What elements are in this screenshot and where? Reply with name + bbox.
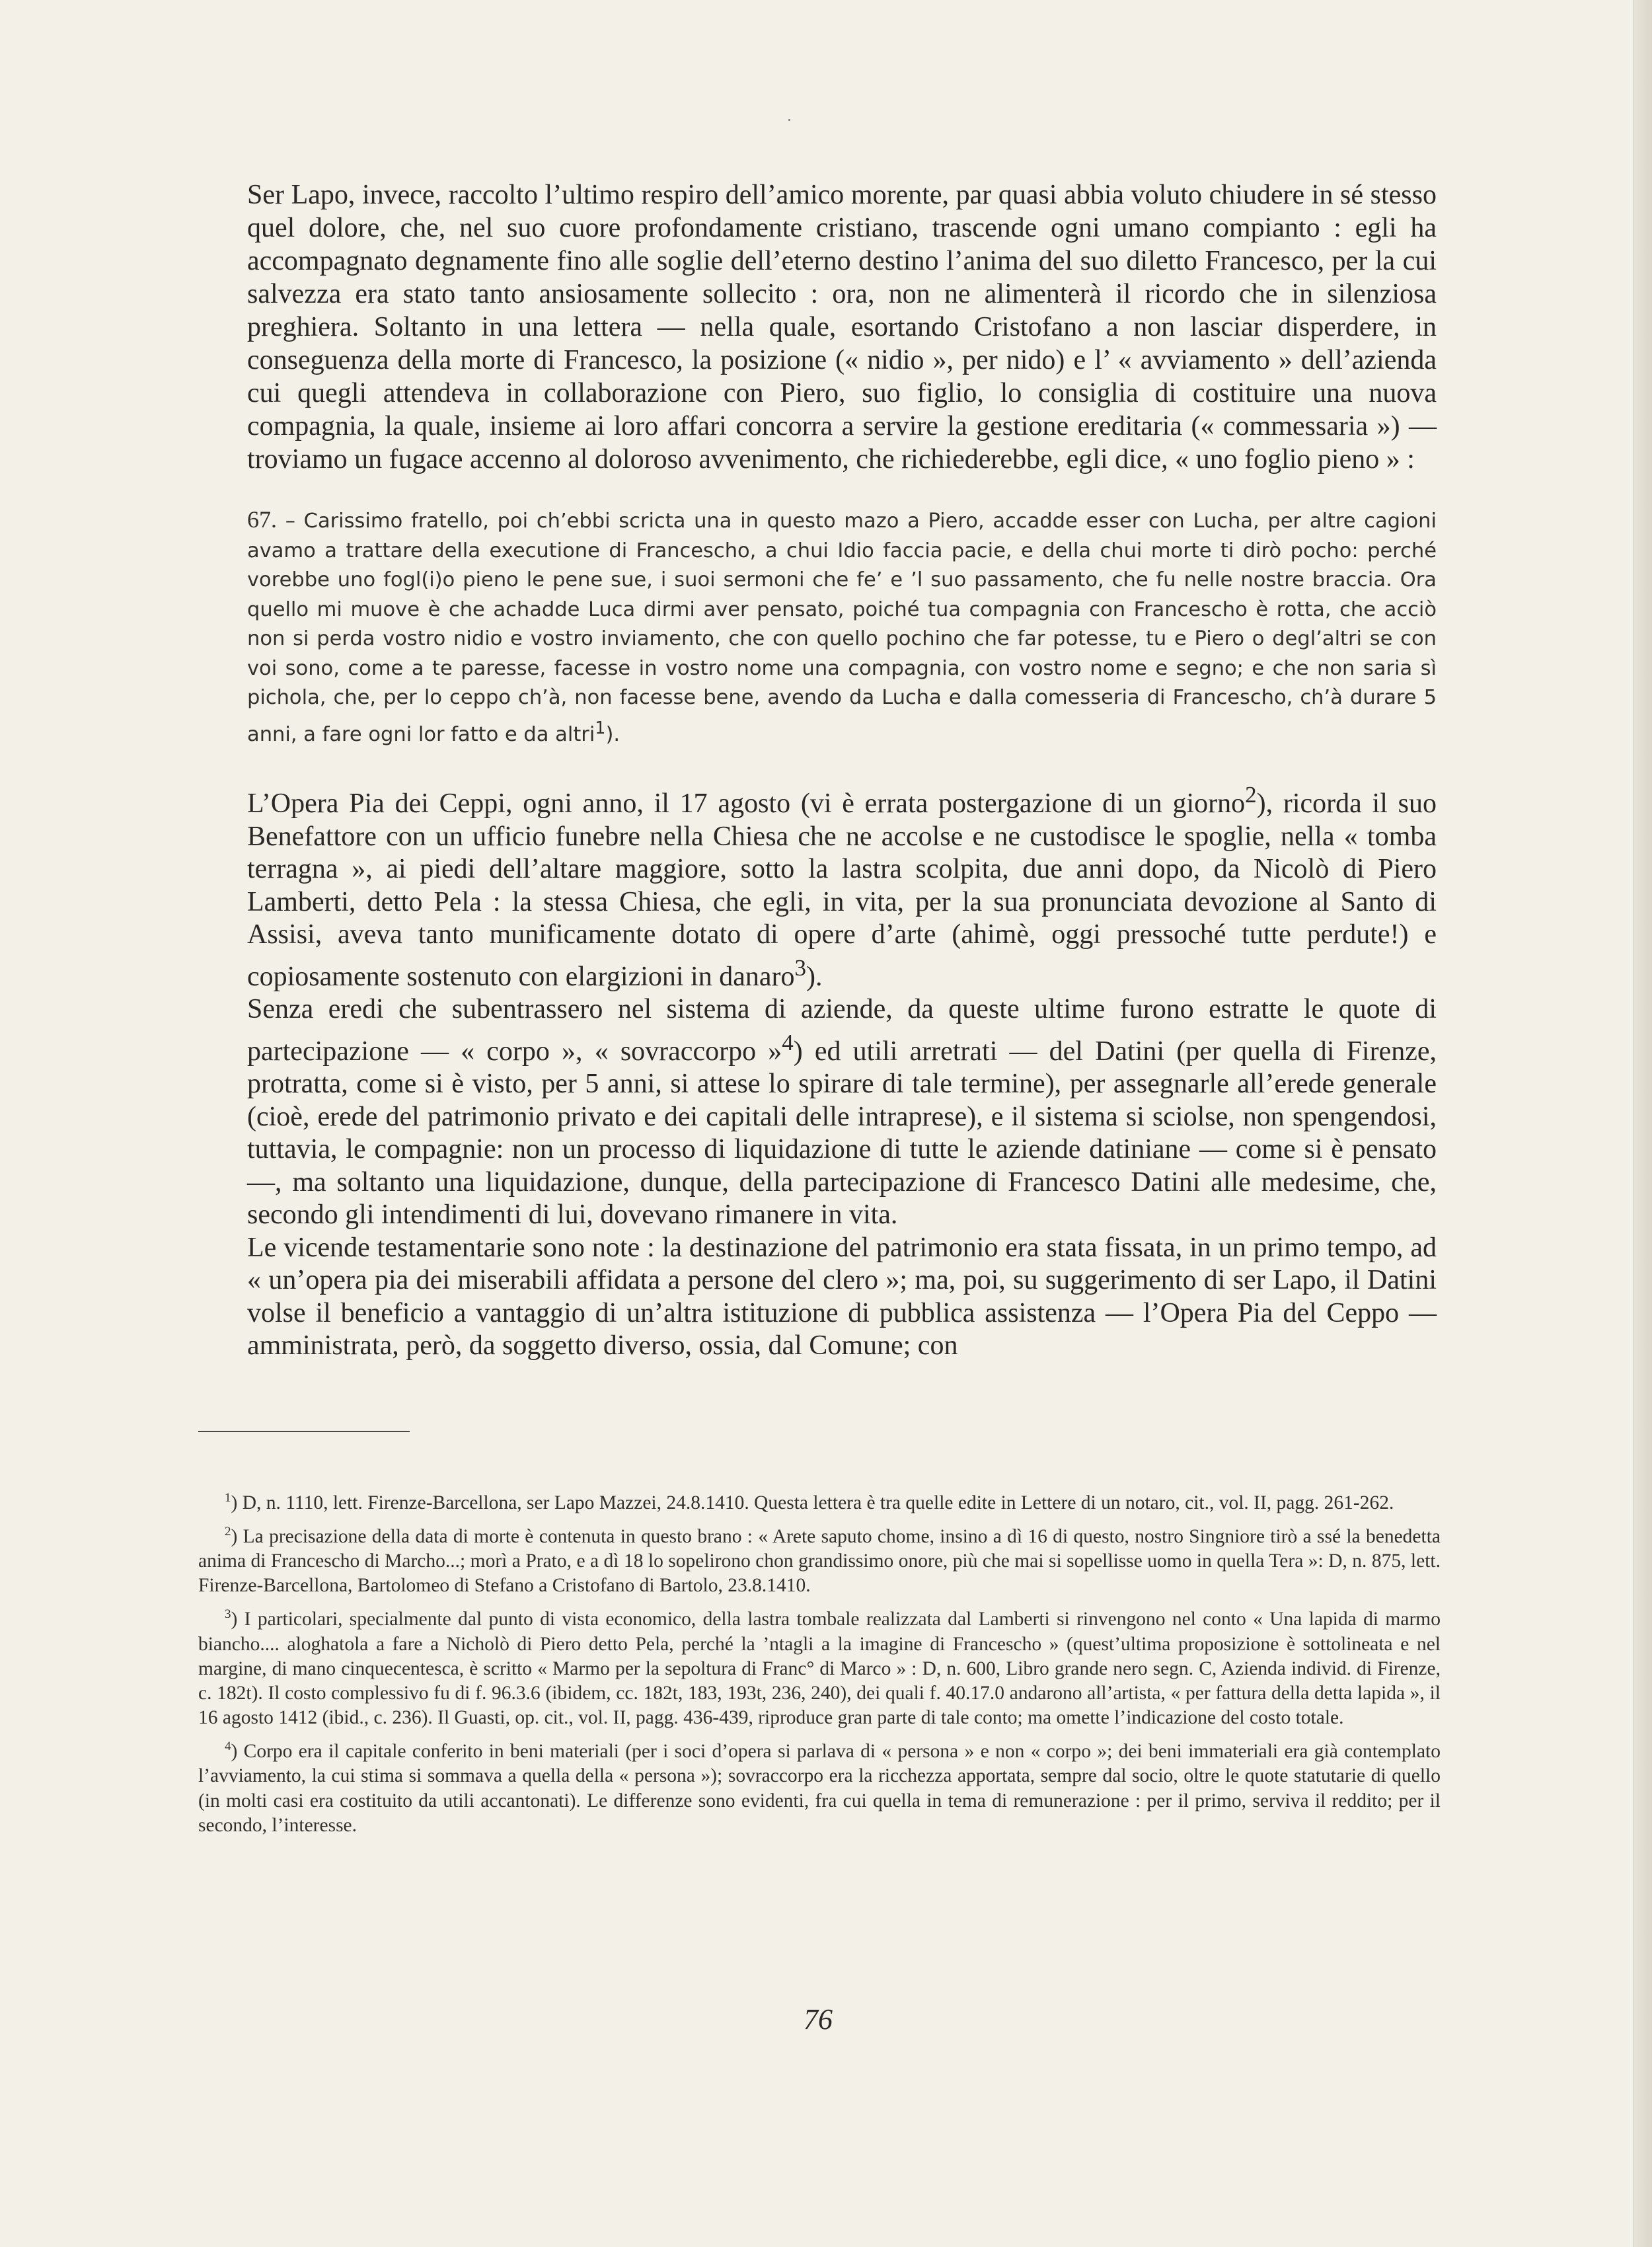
footnote-text: ) La precisazione della data di morte è contenuta in questo brano : « Arete saputo chome, insino a dì 16 di questo, nostro Singniore tirò a ssé la benedetta anima di Francescho di Marcho...; morì a Prato, e a dì 18 lo sopelirono chon grandissimo onore, più che mai si sopellisse uomo in quella Tera »: D, n. 875, lett. Firenze-Barcellona, Bartolomeo di Stefano a Cristofano di Bartolo, 23.8.1410. [198, 1525, 1441, 1597]
paragraph-3 [247, 993, 1437, 1232]
body-text [247, 178, 1437, 1363]
p3-text-a: Senza eredi che subentrassero nel sistema di aziende, da queste ultime furono estratte le quote di partecipazione — « corpo », « sovraccorpo » [247, 994, 1437, 1067]
footnote [198, 1519, 1441, 1598]
footnote-text: ) D, n. 1110, lett. Firenze-Barcellona, ser Lapo Mazzei, 24.8.1410. Questa lettera è tra quelle edite in Lettere di un notaro, cit., vol. II, pagg. 261-262. [231, 1492, 1394, 1513]
p2-text-a: L’Opera Pia dei Ceppi, ogni anno, il 17 agosto (vi è errata postergazione di un giorno [247, 788, 1246, 819]
page-edge [1633, 0, 1652, 2247]
p2-text-c: ). [806, 961, 823, 992]
paragraph-1: Ser Lapo, invece, raccolto l’ultimo respiro dell’amico morente, par quasi abbia voluto chiudere in sé stesso quel dolore, che, nel suo cuore profondamente cristiano, trascende ogni umano compianto : egli ha accompagnato degnamente fino alle soglie dell’eterno destino l’anima del suo diletto Francesco, per la cui salvezza era stato tanto ansiosamente sollecito : ora, non ne alimenterà il ricordo che in silenziosa preghiera. Soltanto in una lettera — nella quale, esortando Cristofano a non lasciar disperdere, in conseguenza della morte di Francesco, la posizione (« nidio », per nido) e l’ « avviamento » dell’azienda cui quegli attendeva in collaborazione con Piero, suo figlio, lo consiglia di costituire una nuova compagnia, la quale, insieme ai loro affari concorra a servire la gestione ereditaria (« commessaria ») — troviamo un fugace accenno al doloroso avvenimento, che richiederebbe, egli dice, « uno foglio pieno » : [247, 180, 1437, 475]
paragraph-2 [247, 779, 1437, 993]
footnotes [198, 1486, 1441, 1842]
letter-quotation [247, 505, 1437, 749]
paragraph-4: Le vicende testamentarie sono note : la destinazione del patrimonio era stata fissata, in un primo tempo, ad « un’opera pia dei miserabili affidata a persone del clero »; ma, poi, su suggerimento di ser Lapo, il Datini volse il beneficio a vantaggio di un’altra istituzione di pubblica assistenza — l’Opera Pia del Ceppo — amministrata, però, da soggetto diverso, ossia, dal Comune; con [247, 1232, 1437, 1361]
p2-text-b: ), ricorda il suo Benefattore con un ufficio funebre nella Chiesa che ne accolse e ne custodisce le spoglie, nella « tomba terragna », ai piedi dell’altare maggiore, sotto la lastra scolpita, due anni dopo, da Nicolò di Piero Lamberti, detto Pela : la stessa Chiesa, che egli, in vita, per la sua pronunciata devozione al Santo di Assisi, aveva tanto munificamente dotato di opere d’arte (ahimè, oggi pressoché tutte perdute!) e copiosamente sostenuto con elargizioni in danaro [247, 788, 1437, 992]
paper-speck [788, 119, 790, 121]
page-number: 76 [804, 2003, 833, 2036]
footnote-mark: 2 [225, 1525, 231, 1539]
footnote-divider [198, 1431, 410, 1432]
note-ref: 4 [782, 1029, 794, 1055]
section-2 [247, 779, 1437, 1363]
letter-number: 67. [247, 506, 277, 533]
footnote-text: ) Corpo era il capitale conferito in beni materiali (per i soci d’opera si parlava di « persona » e non « corpo »; dei beni immateriali era già contemplato l’avviamento, la cui stima si sommava a quella della « persona »); sovraccorpo era la ricchezza apportata, sempre dal socio, oltre le quote statutarie di quello (in molti casi era costituito da utili accantonati). Le differenze sono evidenti, fra cui quella in tema di remunerazione : per il primo, serviva il reddito; per il secondo, l’interesse. [198, 1741, 1441, 1836]
footnote [198, 1486, 1441, 1515]
p3-text-b: ) ed utili arretrati — del Datini (per quella di Firenze, protratta, come si è visto, per 5 anni, si attese lo spirare di tale termine), per assegnarle all’erede generale (cioè, erede del patrimonio privato e dei capitali delle intraprese), e il sistema si sciolse, non spengendosi, tuttavia, le compagnie: non un processo di liquidazione di tutte le aziende datiniane — come si è pensato —, ma soltanto una liquidazione, dunque, della partecipazione di Francesco Datini alle medesime, che, secondo gli intendimenti di lui, dovevano rimanere in vita. [247, 1036, 1437, 1231]
footnote-mark: 3 [225, 1607, 231, 1622]
note-ref: 1 [595, 717, 606, 738]
footnote-mark: 4 [225, 1739, 231, 1754]
footnote [198, 1602, 1441, 1730]
footnote-mark: 1 [225, 1491, 231, 1505]
footnote-text: ) I particolari, specialmente dal punto di vista economico, della lastra tombale realizzata dal Lamberti si rinvengono nel conto « Una lapida di marmo biancho.... aloghatola a fare a Nicholò di Piero detto Pela, perché la ’ntagli a la imagine di Francescho » (quest’ultima proposizione è sottolineata e nel margine, di mano cinquecentesca, è scritto « Marmo per la sepoltura di Franc° di Marco » : D, n. 600, Libro grande nero segn. C, Azienda individ. di Firenze, c. 182t). Il costo complessivo fu di f. 96.3.6 (ibidem, cc. 182t, 183, 193t, 236, 240), dei quali f. 40.17.0 andarono all’artista, « per fattura della detta lapida », il 16 agosto 1412 (ibid., c. 236). Il Guasti, op. cit., vol. II, pagg. 436-439, riproduce gran parte di tale conto; ma omette l’indicazione del costo totale. [198, 1609, 1441, 1729]
footnote [198, 1734, 1441, 1838]
letter-end: ). [605, 722, 620, 746]
letter-text: – Carissimo fratello, poi ch’ebbi scricta una in questo mazo a Piero, accadde esser con Lucha, per altre cagioni avamo a trattare della executione di Francescho, a chui Idio faccia pacie, e della chui morte ti dirò pocho: perché vorebbe uno fogl(i)o pieno le pene sue, i suoi sermoni che fe’ e ’l suo passamento, che fu nelle nostre braccia. Ora quello mi muove è che achadde Luca dirmi aver pensato, poiché tua compagnia con Francescho è rotta, che acciò non si perda vostro nidio e vostro inviamento, che con quello pochino che far potesse, tu e Piero o degl’altri se con voi sono, come a te paresse, facesse in vostro nome una compagnia, con vostro nome e segno; e che non saria sì pichola, che, per lo ceppo ch’à, non facesse bene, avendo da Lucha e dalla comesseria di Francescho, ch’à durare 5 anni, a fare ogni lor fatto e da altri [247, 510, 1437, 746]
note-ref: 3 [794, 954, 806, 981]
note-ref: 2 [1245, 782, 1257, 808]
